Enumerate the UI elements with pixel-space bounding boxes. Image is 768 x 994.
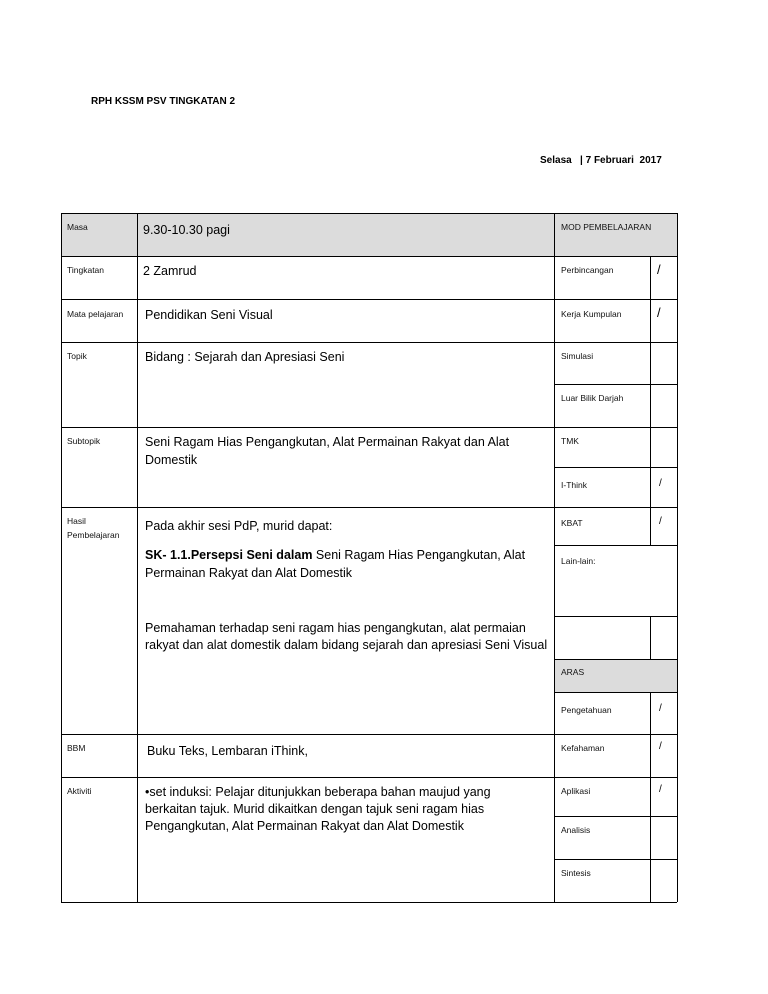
hasil-sk-line1 <box>145 547 525 564</box>
subtopik-value-line2: Domestik <box>145 453 198 467</box>
aktiviti-label: Aktiviti <box>67 786 92 796</box>
hasil-label-line1: Hasil <box>67 516 86 526</box>
mod-mark-kbat: / <box>659 516 662 527</box>
mata-pelajaran-label: Mata pelajaran <box>67 309 124 319</box>
aktiviti-line3: Pengangkutan, Alat Permainan Rakyat dan Alat Domestik <box>145 819 464 833</box>
hasil-intro: Pada akhir sesi PdP, murid dapat: <box>145 519 333 533</box>
topik-value: Bidang : Sejarah dan Apresiasi Seni <box>145 350 345 364</box>
aras-item-aplikasi: Aplikasi <box>561 786 591 796</box>
masa-value: 9.30-10.30 pagi <box>143 223 230 237</box>
mod-item-simulasi: Simulasi <box>561 351 594 361</box>
masa-label: Masa <box>67 222 88 232</box>
hasil-sk-line2: Permainan Rakyat dan Alat Domestik <box>145 566 353 580</box>
tingkatan-label: Tingkatan <box>67 265 105 275</box>
tingkatan-value: 2 Zamrud <box>143 264 197 278</box>
aktiviti-line1: •set induksi: Pelajar ditunjukkan beberapa bahan maujud yang <box>145 785 491 799</box>
mod-item-kerja-kumpulan: Kerja Kumpulan <box>561 309 622 319</box>
bbm-label: BBM <box>67 743 86 753</box>
hasil-sk-rest: Seni Ragam Hias Pengangkutan, Alat <box>312 548 526 562</box>
document-date: Selasa | 7 Februari 2017 <box>540 155 662 166</box>
subtopik-value-line1: Seni Ragam Hias Pengangkutan, Alat Permainan Rakyat dan Alat <box>145 435 510 449</box>
aras-item-pengetahuan: Pengetahuan <box>561 705 612 715</box>
aras-mark-aplikasi: / <box>659 784 662 795</box>
mod-item-tmk: TMK <box>561 436 579 446</box>
mod-item-kbat: KBAT <box>561 518 583 528</box>
mod-mark-perbincangan: / <box>657 262 661 277</box>
aras-item-kefahaman: Kefahaman <box>561 743 605 753</box>
mod-mark-kerja-kumpulan: / <box>657 305 661 320</box>
aras-item-analisis: Analisis <box>561 825 591 835</box>
aras-item-sintesis: Sintesis <box>561 868 591 878</box>
mod-item-ithink: I-Think <box>561 480 587 490</box>
hasil-para-line1: Pemahaman terhadap seni ragam hias pengangkutan, alat permaian <box>145 621 526 635</box>
aktiviti-line2: berkaitan tajuk. Murid dikaitkan dengan tajuk seni ragam hias <box>145 802 485 816</box>
document-title: RPH KSSM PSV TINGKATAN 2 <box>91 96 236 107</box>
mod-item-luar-bilik-darjah: Luar Bilik Darjah <box>561 393 624 403</box>
hasil-sk-bold: SK- 1.1.Persepsi Seni dalam <box>145 548 313 562</box>
hasil-label-line2: Pembelajaran <box>67 530 120 540</box>
mod-mark-ithink: / <box>659 478 662 489</box>
bbm-value: Buku Teks, Lembaran iThink, <box>147 744 308 758</box>
topik-label: Topik <box>67 351 87 361</box>
aras-mark-pengetahuan: / <box>659 703 662 714</box>
mod-item-perbincangan: Perbincangan <box>561 265 614 275</box>
mod-item-lain-lain: Lain-lain: <box>561 556 596 566</box>
hasil-para-line2: rakyat dan alat domestik dalam bidang sejarah dan apresiasi Seni Visual <box>145 638 548 652</box>
mod-header: MOD PEMBELAJARAN <box>561 222 652 232</box>
aras-header: ARAS <box>561 667 585 677</box>
subtopik-label: Subtopik <box>67 436 101 446</box>
aras-mark-kefahaman: / <box>659 741 662 752</box>
mata-pelajaran-value: Pendidikan Seni Visual <box>145 308 273 322</box>
